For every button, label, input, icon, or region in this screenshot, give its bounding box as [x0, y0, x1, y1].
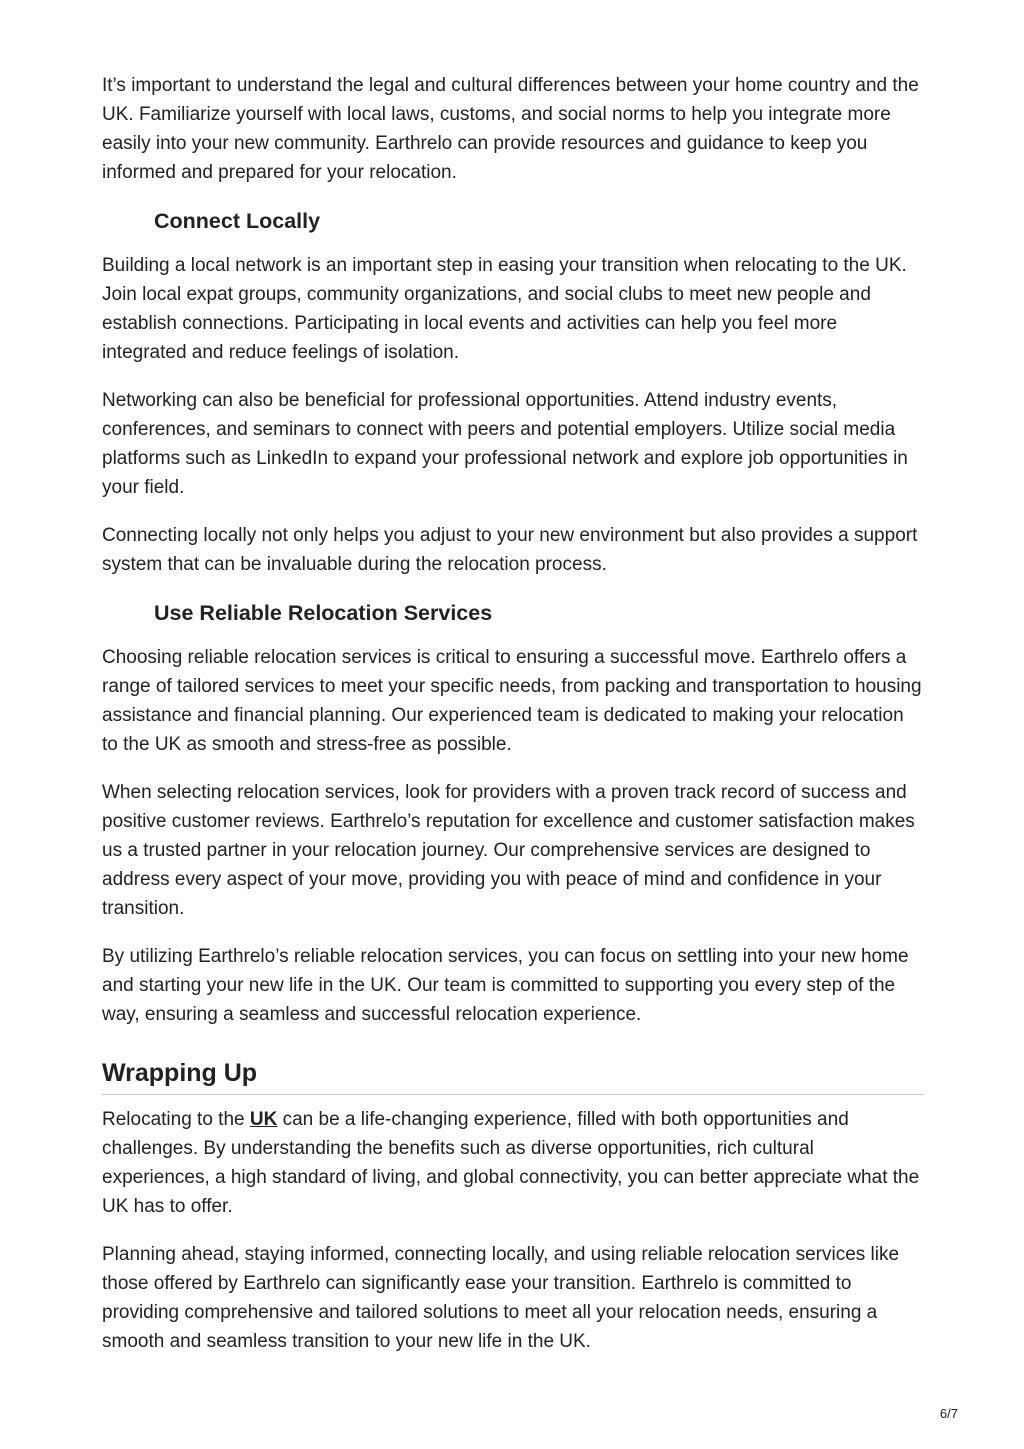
reliable-services-paragraph-1: Choosing reliable relocation services is critical to ensuring a successful move. Earthrelo offers a range of tailored services to meet your specific needs, from packing and transportation to housing assistance and financial planning. Our experienced team is dedicated to making your relocation to the UK as smooth and stress-free as possible. [102, 647, 922, 755]
connect-locally-paragraph-3: Connecting locally not only helps you adjust to your new environment but also provides a support system that can be invaluable during the relocation process. [102, 525, 918, 575]
wrapping-up-heading: Wrapping Up [102, 1056, 924, 1095]
connect-locally-paragraph-2: Networking can also be beneficial for professional opportunities. Attend industry events, conferences, and seminars to connect with peers and potential employers. Utilize social media platforms such as LinkedIn to expand your professional network and explore job opportunities in your field. [102, 390, 908, 498]
wrapping-up-paragraph-2: Planning ahead, staying informed, connecting locally, and using reliable relocation services like those offered by Earthrelo can significantly ease your transition. Earthrelo is committed to providing comprehensive and tailored solutions to meet all your relocation needs, ensuring a smooth and seamless transition to your new life in the UK. [102, 1244, 900, 1352]
uk-link[interactable]: UK [249, 1109, 278, 1130]
wrapping-up-text-after-link: can be a life-changing experience, filled with both opportunities and challenges. By understanding the benefits such as diverse opportunities, rich cultural experiences, a high standard of living, and global connectivity, you can better appreciate what the UK has to offer. [102, 1109, 920, 1217]
reliable-services-paragraph-2: When selecting relocation services, look for providers with a proven track record of success and positive customer reviews. Earthrelo’s reputation for excellence and customer satisfaction makes us a trusted partner in your relocation journey. Our comprehensive services are designed to address every aspect of your move, providing you with peace of mind and confidence in your transition. [102, 782, 915, 919]
page-number: 6/7 [939, 1406, 958, 1421]
reliable-services-heading: Use Reliable Relocation Services [154, 601, 493, 625]
connect-locally-paragraph-1: Building a local network is an important step in easing your transition when relocating to the UK. Join local expat groups, community organizations, and social clubs to meet new people and establish connections. Participating in local events and activities can help you feel more integrated and reduce feelings of isolation. [102, 255, 907, 363]
wrapping-up-text-before-link: Relocating to the [102, 1109, 250, 1130]
intro-paragraph: It’s important to understand the legal and cultural differences between your home country and the UK. Familiarize yourself with local laws, customs, and social norms to help you integrate more easily into your new community. Earthrelo can provide resources and guidance to keep you informed and prepared for your relocation. [102, 75, 919, 183]
wrapping-up-paragraph-1 [102, 1105, 924, 1221]
reliable-services-paragraph-3: By utilizing Earthrelo’s reliable relocation services, you can focus on settling into your new home and starting your new life in the UK. Our team is committed to supporting you every step of the way, ensuring a seamless and successful relocation experience. [102, 946, 909, 1025]
connect-locally-heading: Connect Locally [154, 209, 321, 233]
article-content [102, 71, 924, 1375]
